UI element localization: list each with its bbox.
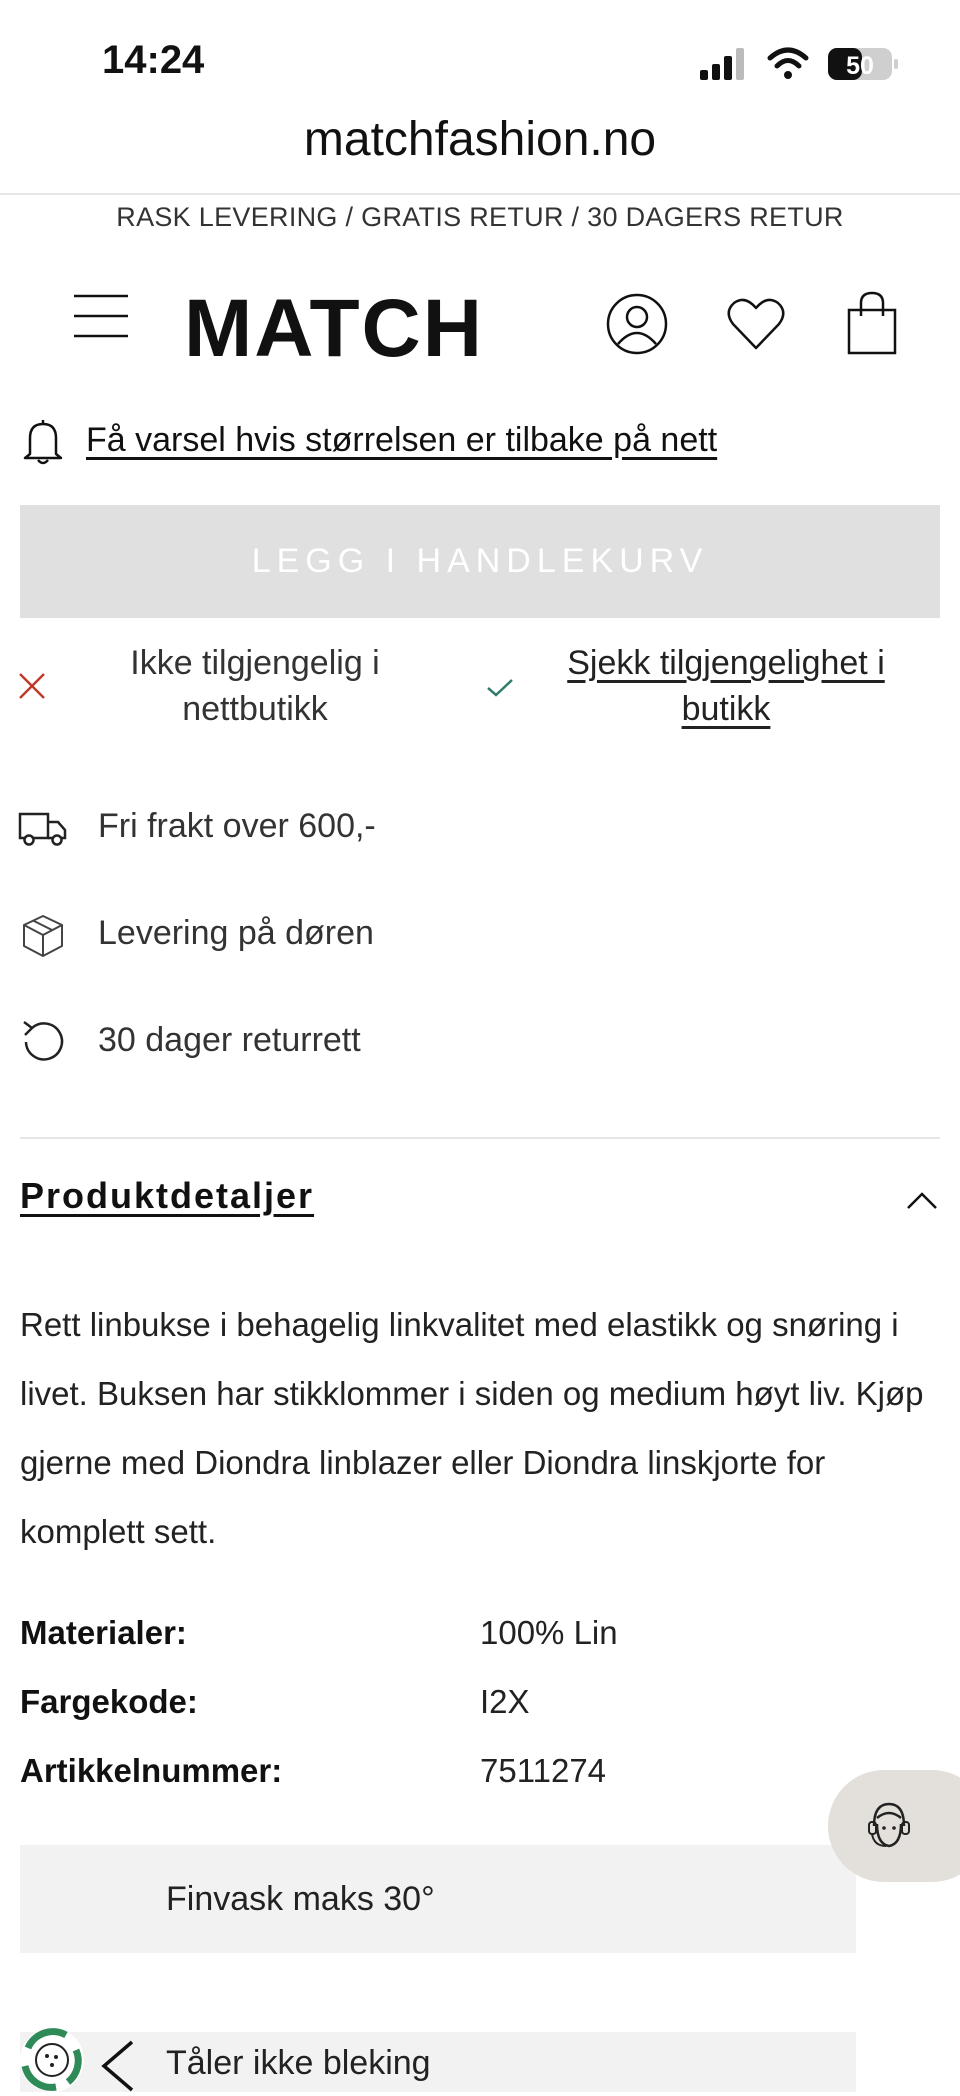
- shopping-bag-icon[interactable]: [845, 290, 899, 356]
- signal-icon: [700, 48, 744, 80]
- spec-value-material: 100% Lin: [480, 1614, 618, 1651]
- notify-link[interactable]: Få varsel hvis størrelsen er tilbake på nett: [86, 421, 718, 459]
- sustainability-badge-icon[interactable]: [16, 2024, 88, 2096]
- online-availability-line1: Ikke tilgjengelig i: [130, 644, 380, 682]
- status-time: 14:24: [102, 38, 205, 82]
- online-availability-line2: nettbutikk: [182, 690, 328, 728]
- spec-label-material: Materialer:: [20, 1614, 187, 1651]
- account-icon[interactable]: [605, 292, 669, 356]
- feature-home-delivery: Levering på døren: [98, 914, 374, 952]
- url-bar[interactable]: matchfashion.no: [303, 113, 657, 166]
- care-wash-text: Finvask maks 30°: [166, 1880, 435, 1918]
- care-item: [20, 1845, 856, 1953]
- section-divider: [20, 1137, 940, 1139]
- wifi-icon: [770, 50, 806, 79]
- customer-support-button[interactable]: [828, 1770, 960, 1882]
- url-divider: [0, 193, 960, 195]
- wishlist-heart-icon[interactable]: [726, 296, 786, 352]
- unavailable-x-icon: [18, 672, 46, 700]
- store-availability-link[interactable]: [540, 640, 912, 732]
- product-description: Rett linbukse i behagelig linkvalitet med elastikk og snøring i livet. Buksen har stikklommer i siden og medium høyt liv. Kjøp gjerne med Diondra linblazer eller Diondra linskjorte for komplett sett.: [20, 1306, 924, 1550]
- spec-value-article-number: 7511274: [480, 1752, 607, 1789]
- truck-icon: [18, 810, 68, 846]
- checkmark-icon: [486, 678, 514, 698]
- care-item: [20, 2032, 856, 2092]
- online-availability: [90, 640, 420, 732]
- no-bleach-icon: [96, 2038, 144, 2092]
- status-icons: [700, 44, 900, 84]
- bell-icon: [22, 418, 64, 466]
- store-availability-line2: butikk: [681, 690, 771, 728]
- match-logo[interactable]: MATCH: [184, 283, 484, 374]
- feature-free-shipping: Fri frakt over 600,-: [98, 807, 376, 845]
- chevron-up-icon[interactable]: [906, 1190, 938, 1210]
- battery-level: 50: [846, 52, 874, 80]
- product-details-toggle[interactable]: Produktdetaljer: [20, 1175, 315, 1216]
- package-icon: [22, 914, 64, 958]
- spec-label-color-code: Fargekode:: [20, 1683, 198, 1720]
- spec-value-color-code: I2X: [480, 1683, 530, 1720]
- spec-label-article-number: Artikkelnummer:: [20, 1752, 283, 1789]
- store-availability-line1: Sjekk tilgjengelighet i: [567, 644, 885, 682]
- promo-banner: RASK LEVERING / GRATIS RETUR / 30 DAGERS RETUR: [116, 202, 844, 232]
- support-agent-icon: [864, 1798, 914, 1854]
- care-bleach-text: Tåler ikke bleking: [166, 2044, 431, 2082]
- hamburger-menu-icon[interactable]: [72, 292, 130, 340]
- feature-return-policy: 30 dager returrett: [98, 1021, 361, 1059]
- add-to-cart-button[interactable]: LEGG I HANDLEKURV: [20, 505, 940, 618]
- return-icon: [20, 1018, 66, 1066]
